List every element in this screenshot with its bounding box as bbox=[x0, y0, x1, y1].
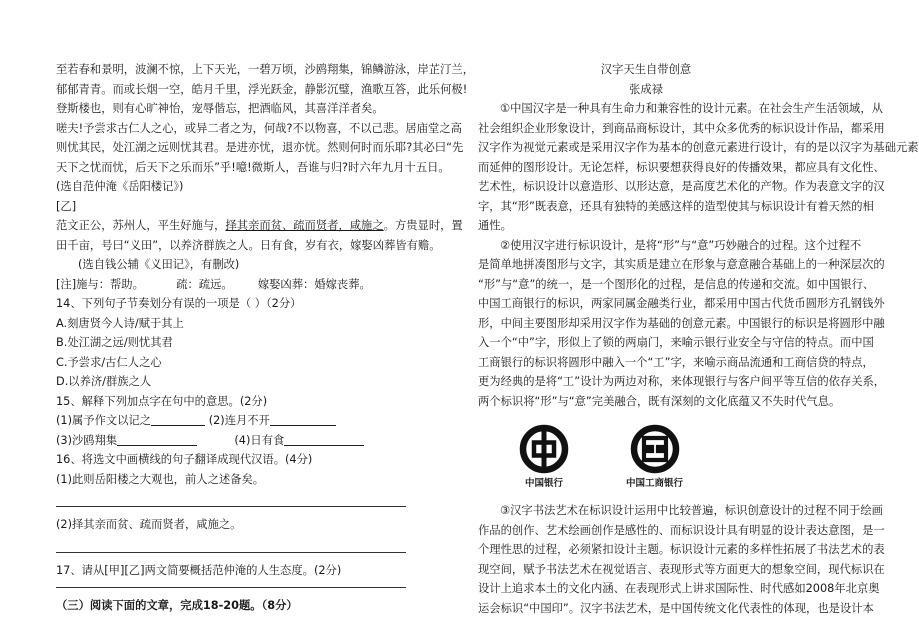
option-b: B.处江湖之远/则忧其君 bbox=[56, 333, 406, 353]
paragraph-line: ③汉字书法艺术在标识设计运用中比较普遍，标识创意设计的过程不同于绘画 bbox=[478, 501, 814, 521]
text-line: 郁郁青青。而或长烟一空，皓月千里，浮光跃金，静影沉璧，渔歌互答，此乐何极! bbox=[56, 80, 406, 100]
source-citation: (选自范仲淹《岳阳楼记》) bbox=[56, 177, 406, 197]
q15-item-3: (3)沙鸥翔集 bbox=[56, 434, 117, 447]
text-line: 田千亩，号曰“义田”，以养济群族之人。日有食，岁有衣，嫁娶凶葬皆有赡。 bbox=[56, 236, 406, 256]
q15-item-4: (4)日有食 bbox=[234, 434, 284, 447]
paragraph-line: 设计上追求本土的文化内涵、在表现形式上讲求国际性、时代感如2008年北京奥 bbox=[478, 579, 814, 599]
source-citation: (选自钱公辅《义田记》，有删改) bbox=[56, 255, 406, 275]
paragraph-line: 现空间，赋予书法艺术在视觉语言、表现形式等方面更大的想象空间，现代标识在 bbox=[478, 560, 814, 580]
paragraph-line: 更为经典的是将“工”设计为两边对称，来体现银行与客户间平等互信的依存关系， bbox=[478, 372, 814, 392]
q16-item-2: (2)择其亲而贫、疏而贤者，咸施之。 bbox=[56, 515, 406, 535]
paragraph-line: 而延伸的图形设计。无论怎样，标识要想获得良好的传播效果，都应具有文化性、 bbox=[478, 158, 814, 178]
answer-blank[interactable] bbox=[117, 433, 197, 446]
question-17: 17、请从[甲][乙]两文简要概括范仲淹的人生态度。(2分) bbox=[56, 561, 406, 581]
article-title: 汉字天生自带创意 bbox=[478, 60, 814, 80]
paragraph-line: 两个标识将“形”与“意”完美融合，既有深刻的文化底蕴又不失时代气息。 bbox=[478, 392, 814, 412]
paragraph-line: 个理性思的过程，必须紧扣设计主题。标识设计元素的多样性拓展了书法艺术的表 bbox=[478, 540, 814, 560]
bank-of-china-logo bbox=[518, 423, 570, 490]
paragraph-line: 字，其“形”既表意，还具有独特的美感这样的造型使其与标识设计有着天然的相 bbox=[478, 197, 814, 217]
q16-item-1: (1)此则岳阳楼之大观也，前人之述备矣。 bbox=[56, 470, 406, 490]
article-author: 张成禄 bbox=[478, 80, 814, 100]
text-line: 天下之忧而忧，后天下之乐而乐”乎!噫!微斯人，吾谁与归?时六年九月十五日。 bbox=[56, 158, 406, 178]
answer-line[interactable] bbox=[56, 586, 406, 588]
text-line: 则忧其民，处江湖之远则忧其君。是进亦忧，退亦忧。然则何时而乐耶?其必曰“先 bbox=[56, 138, 406, 158]
right-column bbox=[478, 60, 814, 618]
q15-item-1: (1)属予作文以记之 bbox=[56, 414, 151, 427]
text-line bbox=[56, 216, 406, 236]
section-label: [乙] bbox=[56, 197, 406, 217]
logo-caption: 中国工商银行 bbox=[626, 477, 683, 490]
paragraph-line: “形”与“意”的统一，是一个图形化的过程，是信息的传递和交流。如中国银行、 bbox=[478, 275, 814, 295]
paragraph-line: 社会组织企业形象设计，到商品商标设计，其中众多优秀的标识设计作品，都采用 bbox=[478, 119, 814, 139]
text-segment: 范文正公，苏州人，平生好施与， bbox=[56, 219, 225, 232]
option-c: C.予尝求/古仁人之心 bbox=[56, 353, 406, 373]
paragraph-line: ①中国汉字是一种具有生命力和兼容性的设计元素。在社会生产生活领域，从 bbox=[478, 99, 814, 119]
icbc-logo bbox=[626, 423, 683, 490]
paragraph-line: 艺术性，标识设计以意造形、以形达意，是高度艺术化的产物。作为表意文字的汉 bbox=[478, 177, 814, 197]
paragraph-line: 形，中间主要图形却采用汉字作为基础的创意元素。中国银行的标识是将圆形中融 bbox=[478, 314, 814, 334]
q15-row-2 bbox=[56, 431, 406, 451]
answer-blank[interactable] bbox=[151, 413, 205, 426]
question-14: 14、下列句子节奏划分有误的一项是（ ）（2分） bbox=[56, 294, 406, 314]
paragraph-line: 入一个“中”字，形似上了锁的两扇门，来喻示银行业安全与守信的特点。而中国 bbox=[478, 333, 814, 353]
section-heading: （三）阅读下面的文章，完成18-20题。（8分） bbox=[56, 596, 406, 616]
text-segment: 。方贵显时，置 bbox=[384, 219, 463, 232]
option-a: A.刻唐贤今人诗/赋于其上 bbox=[56, 314, 406, 334]
paragraph-line: 作品的创作、艺术绘画创作是感性的、而标识设计具有明显的设计表达意图，是一 bbox=[478, 521, 814, 541]
paragraph-line: 中国工商银行的标识，两家同属金融类行业，都采用中国古代货币圆形方孔钢钱外 bbox=[478, 294, 814, 314]
underlined-sentence: 择其亲而贫、疏而贤者，咸施之 bbox=[225, 219, 383, 232]
answer-blank[interactable] bbox=[284, 433, 364, 446]
answer-line[interactable] bbox=[56, 505, 406, 507]
paragraph-line: 汉字作为视觉元素或是采用汉字作为基本的创意元素进行设计，有的是以汉字为基础元素 bbox=[478, 138, 814, 158]
bank-logos bbox=[478, 423, 814, 493]
icbc-emblem-icon bbox=[629, 423, 681, 475]
answer-blank[interactable] bbox=[270, 413, 336, 426]
left-column bbox=[56, 60, 406, 616]
q15-row-1 bbox=[56, 411, 406, 431]
bank-of-china-emblem-icon bbox=[518, 423, 570, 475]
logo-caption: 中国银行 bbox=[518, 477, 570, 490]
question-16: 16、将选文中画横线的句子翻译成现代汉语。(4分) bbox=[56, 450, 406, 470]
paragraph-line: 运会标识“中国印”。汉字书法艺术，是中国传统文化代表性的体现，也是设计本 bbox=[478, 599, 814, 618]
question-15: 15、解释下列加点字在句中的意思。(2分) bbox=[56, 392, 406, 412]
answer-line[interactable] bbox=[56, 551, 406, 553]
paragraph-line: 工商银行的标识将圆形中融入一个“工”字，来喻示商品流通和工商信贷的特点， bbox=[478, 353, 814, 373]
annotation-note: [注]施与：帮助。 疏：疏远。 嫁娶凶葬：婚嫁丧葬。 bbox=[56, 275, 406, 295]
paragraph-line: 通性。 bbox=[478, 216, 814, 236]
text-line: 登斯楼也，则有心旷神怡，宠辱偕忘，把酒临风，其喜洋洋者矣。 bbox=[56, 99, 406, 119]
option-d: D.以养济/群族之人 bbox=[56, 372, 406, 392]
text-line: 嗟夫!予尝求古仁人之心，或异二者之为，何哉?不以物喜，不以己悲。居庙堂之高 bbox=[56, 119, 406, 139]
paragraph-line: 是简单地拼凑图形与文字，其实质是建立在形象与意意融合基础上的一种深层次的 bbox=[478, 255, 814, 275]
q15-item-2: (2)连月不开 bbox=[209, 414, 270, 427]
text-line: 至若春和景明，波澜不惊，上下天光，一碧万顷，沙鸥翔集，锦鳞游泳，岸芷汀兰， bbox=[56, 60, 406, 80]
paragraph-line: ②使用汉字进行标识设计，是将“形”与“意”巧妙融合的过程。这个过程不 bbox=[478, 236, 814, 256]
